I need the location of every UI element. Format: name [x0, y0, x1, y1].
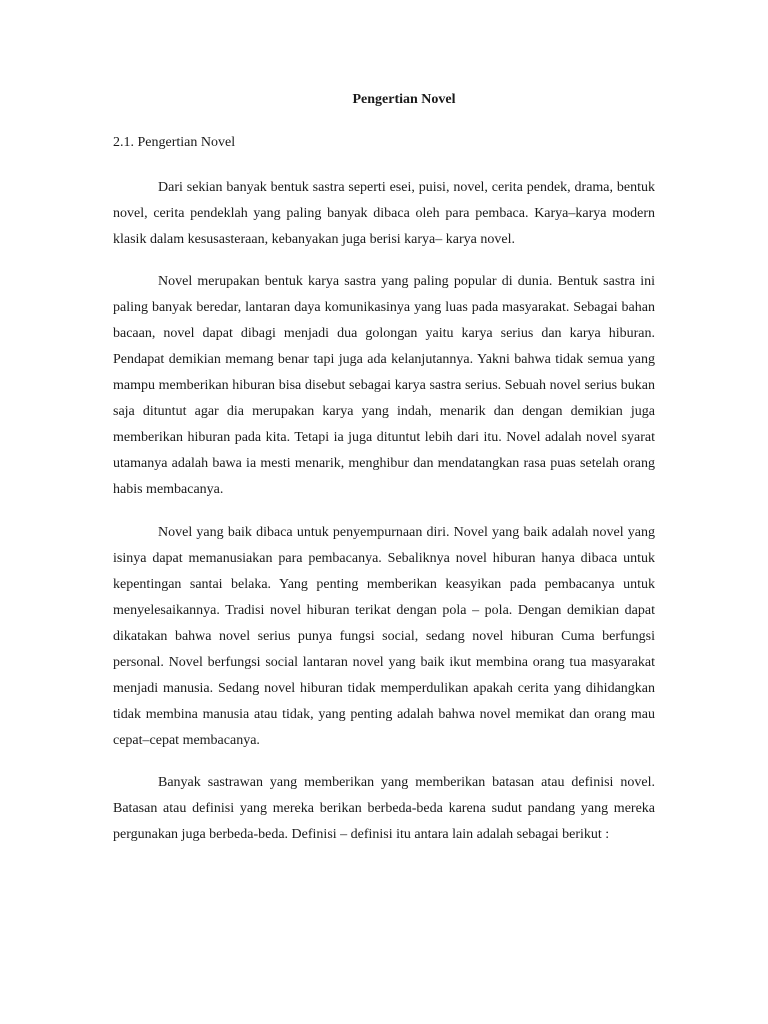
page-title: Pengertian Novel [352, 92, 456, 107]
paragraph-3: Novel yang baik dibaca untuk penyempurnaan diri. Novel yang baik adalah novel yang isinya dapat memanusiakan para pembacanya. Sebaliknya novel hiburan hanya dibaca untuk kepentingan santai belaka. Yang penting memberikan keasyikan pada pembacanya untuk menyelesaikannya. Tradisi novel hiburan terikat dengan pola – pola. Dengan demikian dapat dikatakan bahwa novel serius punya fungsi social, sedang novel hiburan Cuma berfungsi personal. Novel berfungsi social lantaran novel yang baik ikut membina orang tua masyarakat menjadi manusia. Sedang novel hiburan tidak memperdulikan apakah cerita yang dihidangkan tidak membina manusia atau tidak, yang penting adalah bahwa novel memikat dan orang mau cepat–cepat membacanya. [113, 525, 655, 748]
section-heading: 2.1. Pengertian Novel [113, 135, 236, 150]
paragraph-2: Novel merupakan bentuk karya sastra yang paling popular di dunia. Bentuk sastra ini paling banyak beredar, lantaran daya komunikasinya yang luas pada masyarakat. Sebagai bahan bacaan, novel dapat dibagi menjadi dua golongan yaitu karya serius dan karya hiburan. Pendapat demikian memang benar tapi juga ada kelanjutannya. Yakni bahwa tidak semua yang mampu memberikan hiburan bisa disebut sebagai karya sastra serius. Sebuah novel serius bukan saja dituntut agar dia merupakan karya yang indah, menarik dan dengan demikian juga memberikan hiburan pada kita. Tetapi ia juga dituntut lebih dari itu. Novel adalah novel syarat utamanya adalah bawa ia mesti menarik, menghibur dan mendatangkan rasa puas setelah orang habis membacanya. [113, 274, 655, 497]
paragraph-4: Banyak sastrawan yang memberikan yang memberikan batasan atau definisi novel. Batasan atau definisi yang mereka berikan berbeda-beda karena sudut pandang yang mereka pergunakan juga berbeda-beda. Definisi – definisi itu antara lain adalah sebagai berikut : [113, 775, 655, 842]
paragraph-1: Dari sekian banyak bentuk sastra seperti esei, puisi, novel, cerita pendek, drama, bentuk novel, cerita pendeklah yang paling banyak dibaca oleh para pembaca. Karya–karya modern klasik dalam kesusasteraan, kebanyakan juga berisi karya– karya novel. [113, 180, 655, 247]
